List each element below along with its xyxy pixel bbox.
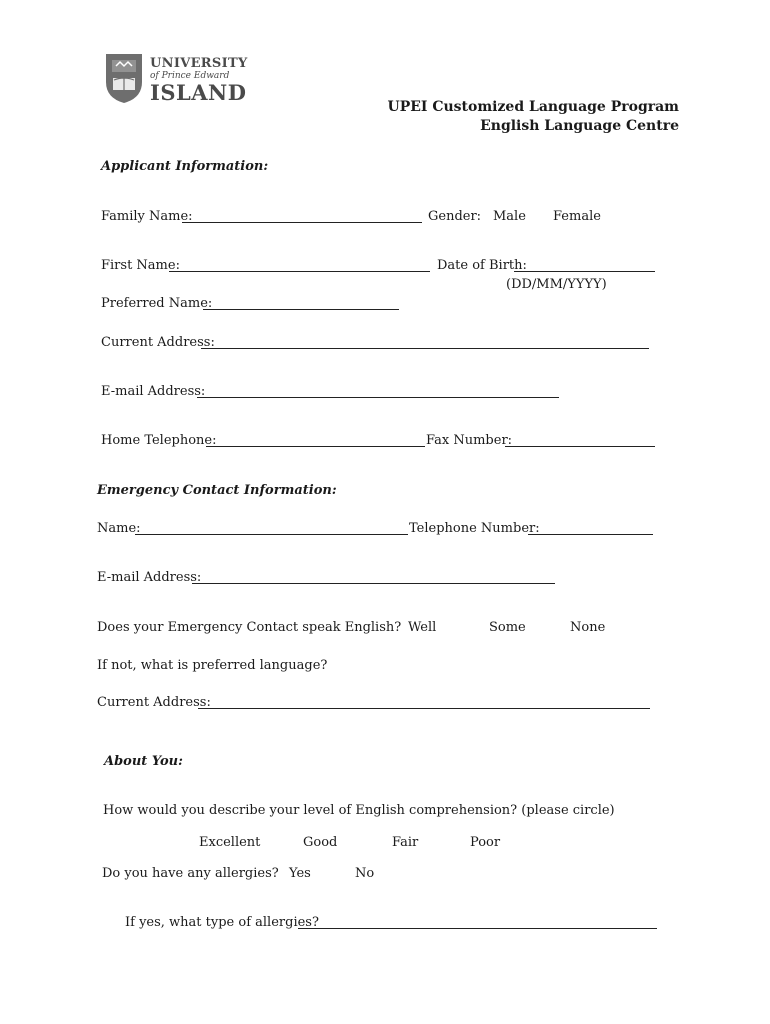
home-telephone-field[interactable] [206, 446, 425, 447]
centre-title: English Language Centre [480, 118, 679, 134]
allergies-option-yes[interactable]: Yes [289, 866, 311, 881]
logo-island: ISLAND [150, 80, 247, 105]
first-name-label: First Name: [101, 258, 180, 273]
emergency-address-field[interactable] [198, 708, 650, 709]
university-logo [104, 52, 248, 108]
first-name-field[interactable] [169, 271, 430, 272]
allergy-type-label: If yes, what type of allergies? [125, 915, 319, 930]
emergency-name-label: Name: [97, 521, 141, 536]
gender-option-male[interactable]: Male [493, 209, 526, 224]
applicant-section-heading: Applicant Information: [101, 159, 269, 174]
fax-label: Fax Number: [426, 433, 513, 448]
crest-icon [104, 52, 144, 104]
preferred-name-label: Preferred Name: [101, 296, 213, 311]
current-address-label: Current Address: [101, 335, 215, 350]
emergency-telephone-label: Telephone Number: [409, 521, 540, 536]
comprehension-option-poor[interactable]: Poor [470, 835, 501, 850]
home-telephone-label: Home Telephone: [101, 433, 217, 448]
dob-format-hint: (DD/MM/YYYY) [506, 277, 607, 292]
gender-option-female[interactable]: Female [553, 209, 601, 224]
emergency-email-label: E-mail Address: [97, 570, 202, 585]
emergency-email-field[interactable] [192, 583, 555, 584]
fax-field[interactable] [505, 446, 655, 447]
program-title: UPEI Customized Language Program [387, 99, 679, 115]
emergency-address-label: Current Address: [97, 695, 211, 710]
email-label: E-mail Address: [101, 384, 206, 399]
family-name-field[interactable] [182, 222, 422, 223]
english-option-none[interactable]: None [570, 620, 606, 635]
emergency-section-heading: Emergency Contact Information: [97, 483, 337, 498]
emergency-name-field[interactable] [135, 534, 408, 535]
email-field[interactable] [197, 397, 559, 398]
comprehension-question: How would you describe your level of English comprehension? (please circle) [103, 803, 615, 818]
about-section-heading: About You: [104, 754, 183, 769]
logo-university: UNIVERSITY [150, 56, 248, 71]
emergency-telephone-field[interactable] [528, 534, 653, 535]
comprehension-option-good[interactable]: Good [303, 835, 338, 850]
english-option-well[interactable]: Well [408, 620, 437, 635]
dob-label: Date of Birth: [437, 258, 527, 273]
gender-label: Gender: [428, 209, 482, 224]
comprehension-option-fair[interactable]: Fair [392, 835, 419, 850]
logo-of-pei: of Prince Edward [150, 71, 230, 81]
allergies-option-no[interactable]: No [355, 866, 375, 881]
english-option-some[interactable]: Some [489, 620, 526, 635]
family-name-label: Family Name: [101, 209, 193, 224]
preferred-language-question: If not, what is preferred language? [97, 658, 328, 673]
dob-field[interactable] [514, 271, 655, 272]
current-address-field[interactable] [201, 348, 649, 349]
preferred-name-field[interactable] [203, 309, 399, 310]
allergy-type-field[interactable] [298, 928, 657, 929]
comprehension-option-excellent[interactable]: Excellent [199, 835, 261, 850]
speak-english-question: Does your Emergency Contact speak English? [97, 620, 402, 635]
allergies-question: Do you have any allergies? [102, 866, 279, 881]
